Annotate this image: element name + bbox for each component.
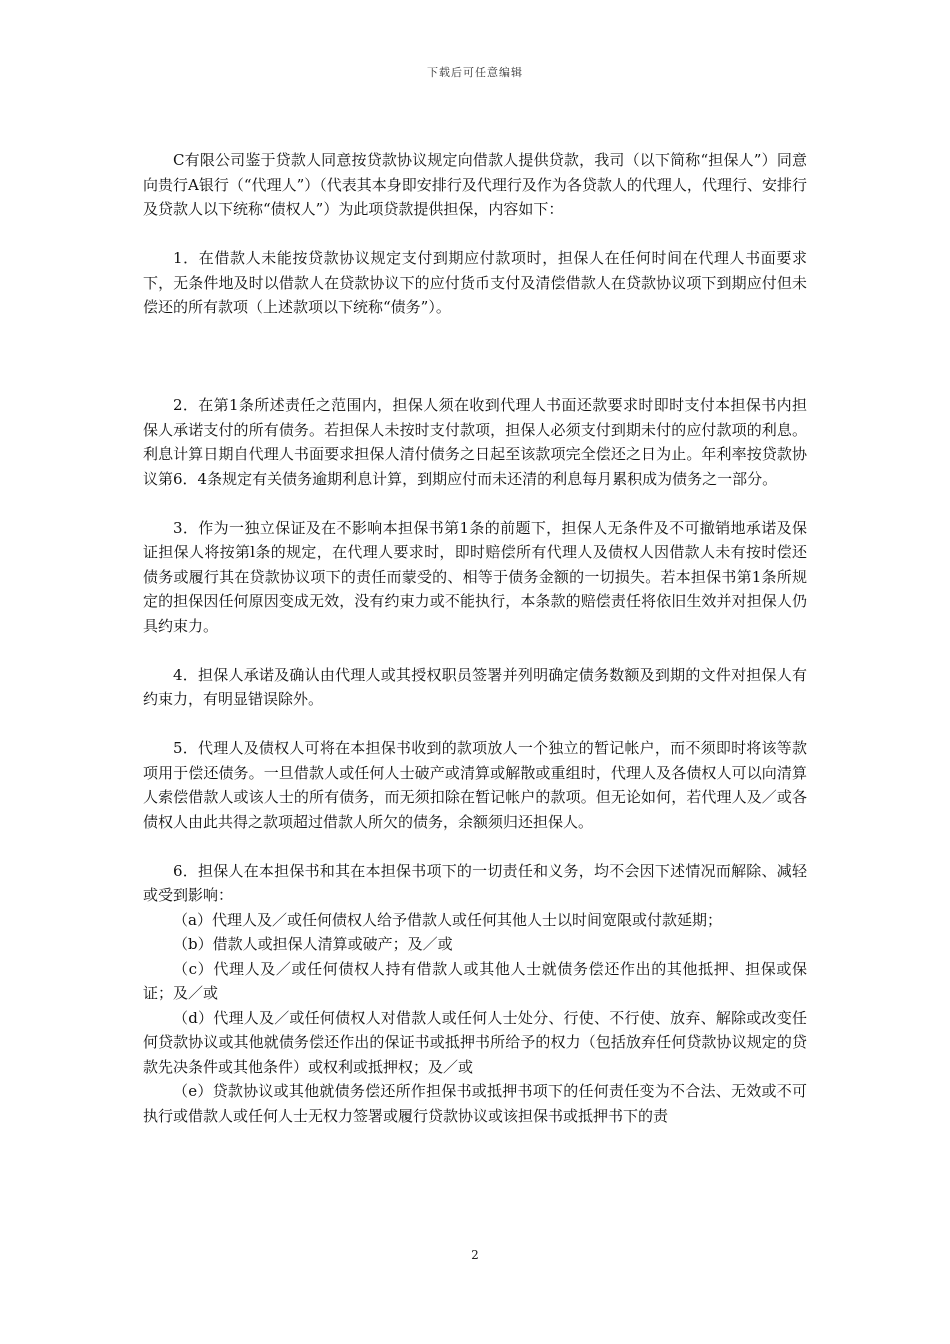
clause-3: 3．作为一独立保证及在不影响本担保书第1条的前题下，担保人无条件及不可撤销地承诺及保证担保人将按第l条的规定，在代理人要求时，即时赔偿所有代理人及债权人因借款人未有按时偿还债务或履行其在贷款协议项下的责任而蒙受的、相等于债务金额的一切损失。若本担保书第1条所规定的担保因任何原因变成无效，没有约束力或不能执行，本条款的赔偿责任将依旧生效并对担保人仍具约束力。 [143, 518, 807, 635]
clause-6: 6．担保人在本担保书和其在本担保书项下的一切责任和义务，均不会因下述情况而解除、减轻或受到影响： [143, 861, 807, 904]
intro-paragraph: C有限公司鉴于贷款人同意按贷款协议规定向借款人提供贷款，我司（以下简称“担保人”）同意向贵行A银行（“代理人”）（代表其本身即安排行及代理行及作为各贷款人的代理人，代理行、安排行及贷款人以下统称“债权人”）为此项贷款提供担保，内容如下： [143, 151, 807, 218]
paragraph-spacer [143, 638, 807, 663]
page-header: 下载后可任意编辑 [427, 66, 523, 79]
clause-6-item-a: （a）代理人及／或任何债权人给予借款人或任何其他人士以时间宽限或付款延期； [173, 910, 722, 929]
clause-2: 2．在第1条所述责任之范围内，担保人须在收到代理人书面还款要求时即时支付本担保书内担保人承诺支付的所有债务。若担保人未按时支付款项，担保人必须支付到期未付的应付款项的利息。利息计算日期自代理人书面要求担保人清付债务之日起至该款项完全偿还之日为止。年利率按贷款协议第6．4条规定有关债务逾期利息计算，到期应付而未还清的利息每月累积成为债务之一部分。 [143, 396, 807, 488]
clause-5: 5．代理人及债权人可将在本担保书收到的款项放人一个独立的暂记帐户，而不须即时将该等款项用于偿还债务。一旦借款人或任何人士破产或清算或解散或重组时，代理人及各债权人可以向清算人索偿借款人或该人士的所有债务，而无须扣除在暂记帐户的款项。但无论如何，若代理人及／或各债权人由此共得之款项超过借款人所欠的债务，余额须归还担保人。 [143, 739, 807, 831]
paragraph-spacer [143, 712, 807, 737]
clause-6-item-b: （b）借款人或担保人清算或破产；及／或 [173, 935, 453, 953]
document-body [143, 148, 807, 1128]
paragraph-spacer [143, 834, 807, 859]
page-number: 2 [471, 1248, 479, 1262]
clause-1: 1．在借款人未能按贷款协议规定支付到期应付款项时，担保人在任何时间在代理人书面要求下，无条件地及时以借款人在贷款协议下的应付货币支付及清偿借款人在贷款协议项下到期应付但未偿还的所有款项（上述款项以下统称“债务”）。 [143, 249, 807, 316]
paragraph-spacer [143, 320, 807, 394]
paragraph-spacer [143, 491, 807, 516]
clause-6-item-c: （c）代理人及／或任何债权人持有借款人或其他人士就债务偿还作出的其他抵押、担保或保证；及／或 [143, 959, 807, 1002]
clause-4: 4．担保人承诺及确认由代理人或其授权职员签署并列明确定债务数额及到期的文件对担保人有约束力，有明显错误除外。 [143, 665, 807, 708]
paragraph-spacer [143, 222, 807, 247]
clause-6-item-d: （d）代理人及／或任何债权人对借款人或任何人士处分、行使、不行使、放弃、解除或改变任何贷款协议或其他就债务偿还作出的保证书或抵押书所给予的权力（包括放弃任何贷款协议规定的贷款先决条件或其他条件）或权利或抵押权；及／或 [143, 1008, 807, 1076]
clause-6-item-e: （e）贷款协议或其他就债务偿还所作担保书或抵押书项下的任何责任变为不合法、无效或不可执行或借款人或任何人士无权力签署或履行贷款协议或该担保书或抵押书下的责 [143, 1082, 807, 1125]
